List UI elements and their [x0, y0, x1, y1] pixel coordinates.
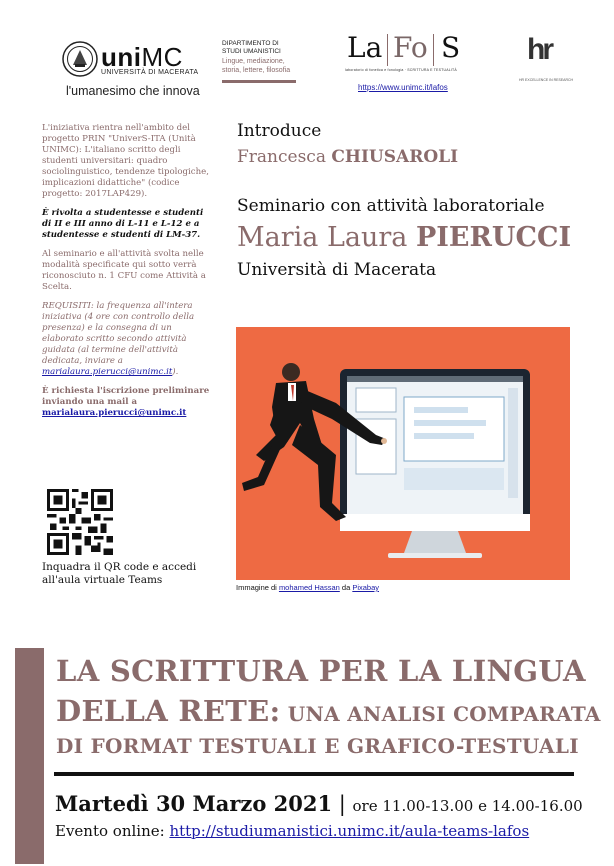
event-title-line-3: DI FORMAT TESTUALI E GRAFICO-TESTUALI: [56, 734, 579, 758]
seminar-label: Seminario con attività laboratoriale: [237, 196, 545, 216]
unimc-wordmark: uniMC: [101, 42, 183, 72]
speaker-name: Maria Laura PIERUCCI: [237, 222, 572, 253]
unimc-subtitle: UNIVERSITÀ DI MACERATA: [101, 69, 199, 76]
introduce-label: Introduce: [237, 121, 322, 141]
man-running-into-monitor-illustration: [236, 327, 570, 580]
audience-info: È rivolta a studentesse e studenti di II e III anno di L-11 e L-12 e a studentesse e studenti di LM-37.: [42, 208, 204, 240]
project-info: L'iniziativa rientra nell'ambito del progetto PRIN "UniverS-ITA (Unità UNIMC): L'italiano scritto degli studenti universitari: quadro sociolinguistico, tendenze tipologiche, implicazioni didattiche" (codice progetto: 2017LAP429).: [42, 123, 209, 199]
registration-email-link[interactable]: marialaura.pierucci@unimc.it: [42, 408, 187, 418]
requirements-email-link[interactable]: marialaura.pierucci@unimc.it: [42, 367, 173, 377]
introducer-name: Francesca CHIUSAROLI: [237, 147, 459, 167]
hr-excellence-logo: hr: [527, 33, 551, 66]
online-event: Evento online: http://studiumanistici.unimc.it/aula-teams-lafos: [55, 822, 530, 840]
credit-info: Al seminario e all'attività svolta nelle modalità specificate qui sotto verrà riconosciuto n. 1 CFU come Attività a Scelta.: [42, 249, 206, 292]
info-column: [42, 123, 214, 427]
registration-info: È richiesta l'iscrizione preliminare inviando una mail a marialaura.pierucci@unimc.it: [42, 386, 210, 418]
qr-caption: Inquadra il QR code e accedi all'aula virtuale Teams: [42, 561, 197, 586]
accent-side-bar: [15, 648, 44, 864]
requirements-info: REQUISITI: la frequenza all'intera iniziativa (4 ore con controllo della presenza) e la consegna di un elaborato scritto secondo attività guidata (al termine dell'attività dedicata, inviare a marialaura.pierucci@unimc.it).: [42, 301, 195, 377]
title-divider: [54, 772, 574, 776]
lafos-logo: La Fo S: [347, 31, 461, 64]
dept-title: DIPARTIMENTO DI STUDI UMANISTICI: [222, 40, 281, 55]
qr-code[interactable]: [47, 489, 113, 555]
event-date: Martedì 30 Marzo 2021 | ore 11.00-13.00 e 14.00-16.00: [55, 791, 583, 816]
image-credit: Immagine di mohamed Hassan da Pixabay: [236, 583, 380, 592]
dept-description: Lingue, mediazione, storia, lettere, filosofia: [222, 58, 291, 74]
illustration: [236, 327, 570, 580]
dept-underline: [222, 80, 296, 83]
teams-room-link[interactable]: http://studiumanistici.unimc.it/aula-teams-lafos: [169, 822, 530, 840]
pixabay-link[interactable]: Pixabay: [352, 583, 380, 592]
lafos-subtitle: laboratorio di fonetica e fonologia · SCRITTURA E TESTUALITÀ: [345, 68, 457, 72]
event-title-line-1: LA SCRITTURA PER LA LINGUA: [56, 654, 586, 688]
event-title-line-2: DELLA RETE: UNA ANALISI COMPARATA: [56, 694, 601, 728]
lafos-link[interactable]: https://www.unimc.it/lafos: [358, 83, 448, 92]
speaker-university: Università di Macerata: [237, 260, 437, 280]
unimc-tagline: l'umanesimo che innova: [66, 84, 200, 98]
unimc-seal-logo: [62, 41, 98, 77]
image-author-link[interactable]: mohamed Hassan: [278, 583, 340, 592]
hr-excellence-subtitle: HR EXCELLENCE IN RESEARCH: [519, 78, 574, 82]
